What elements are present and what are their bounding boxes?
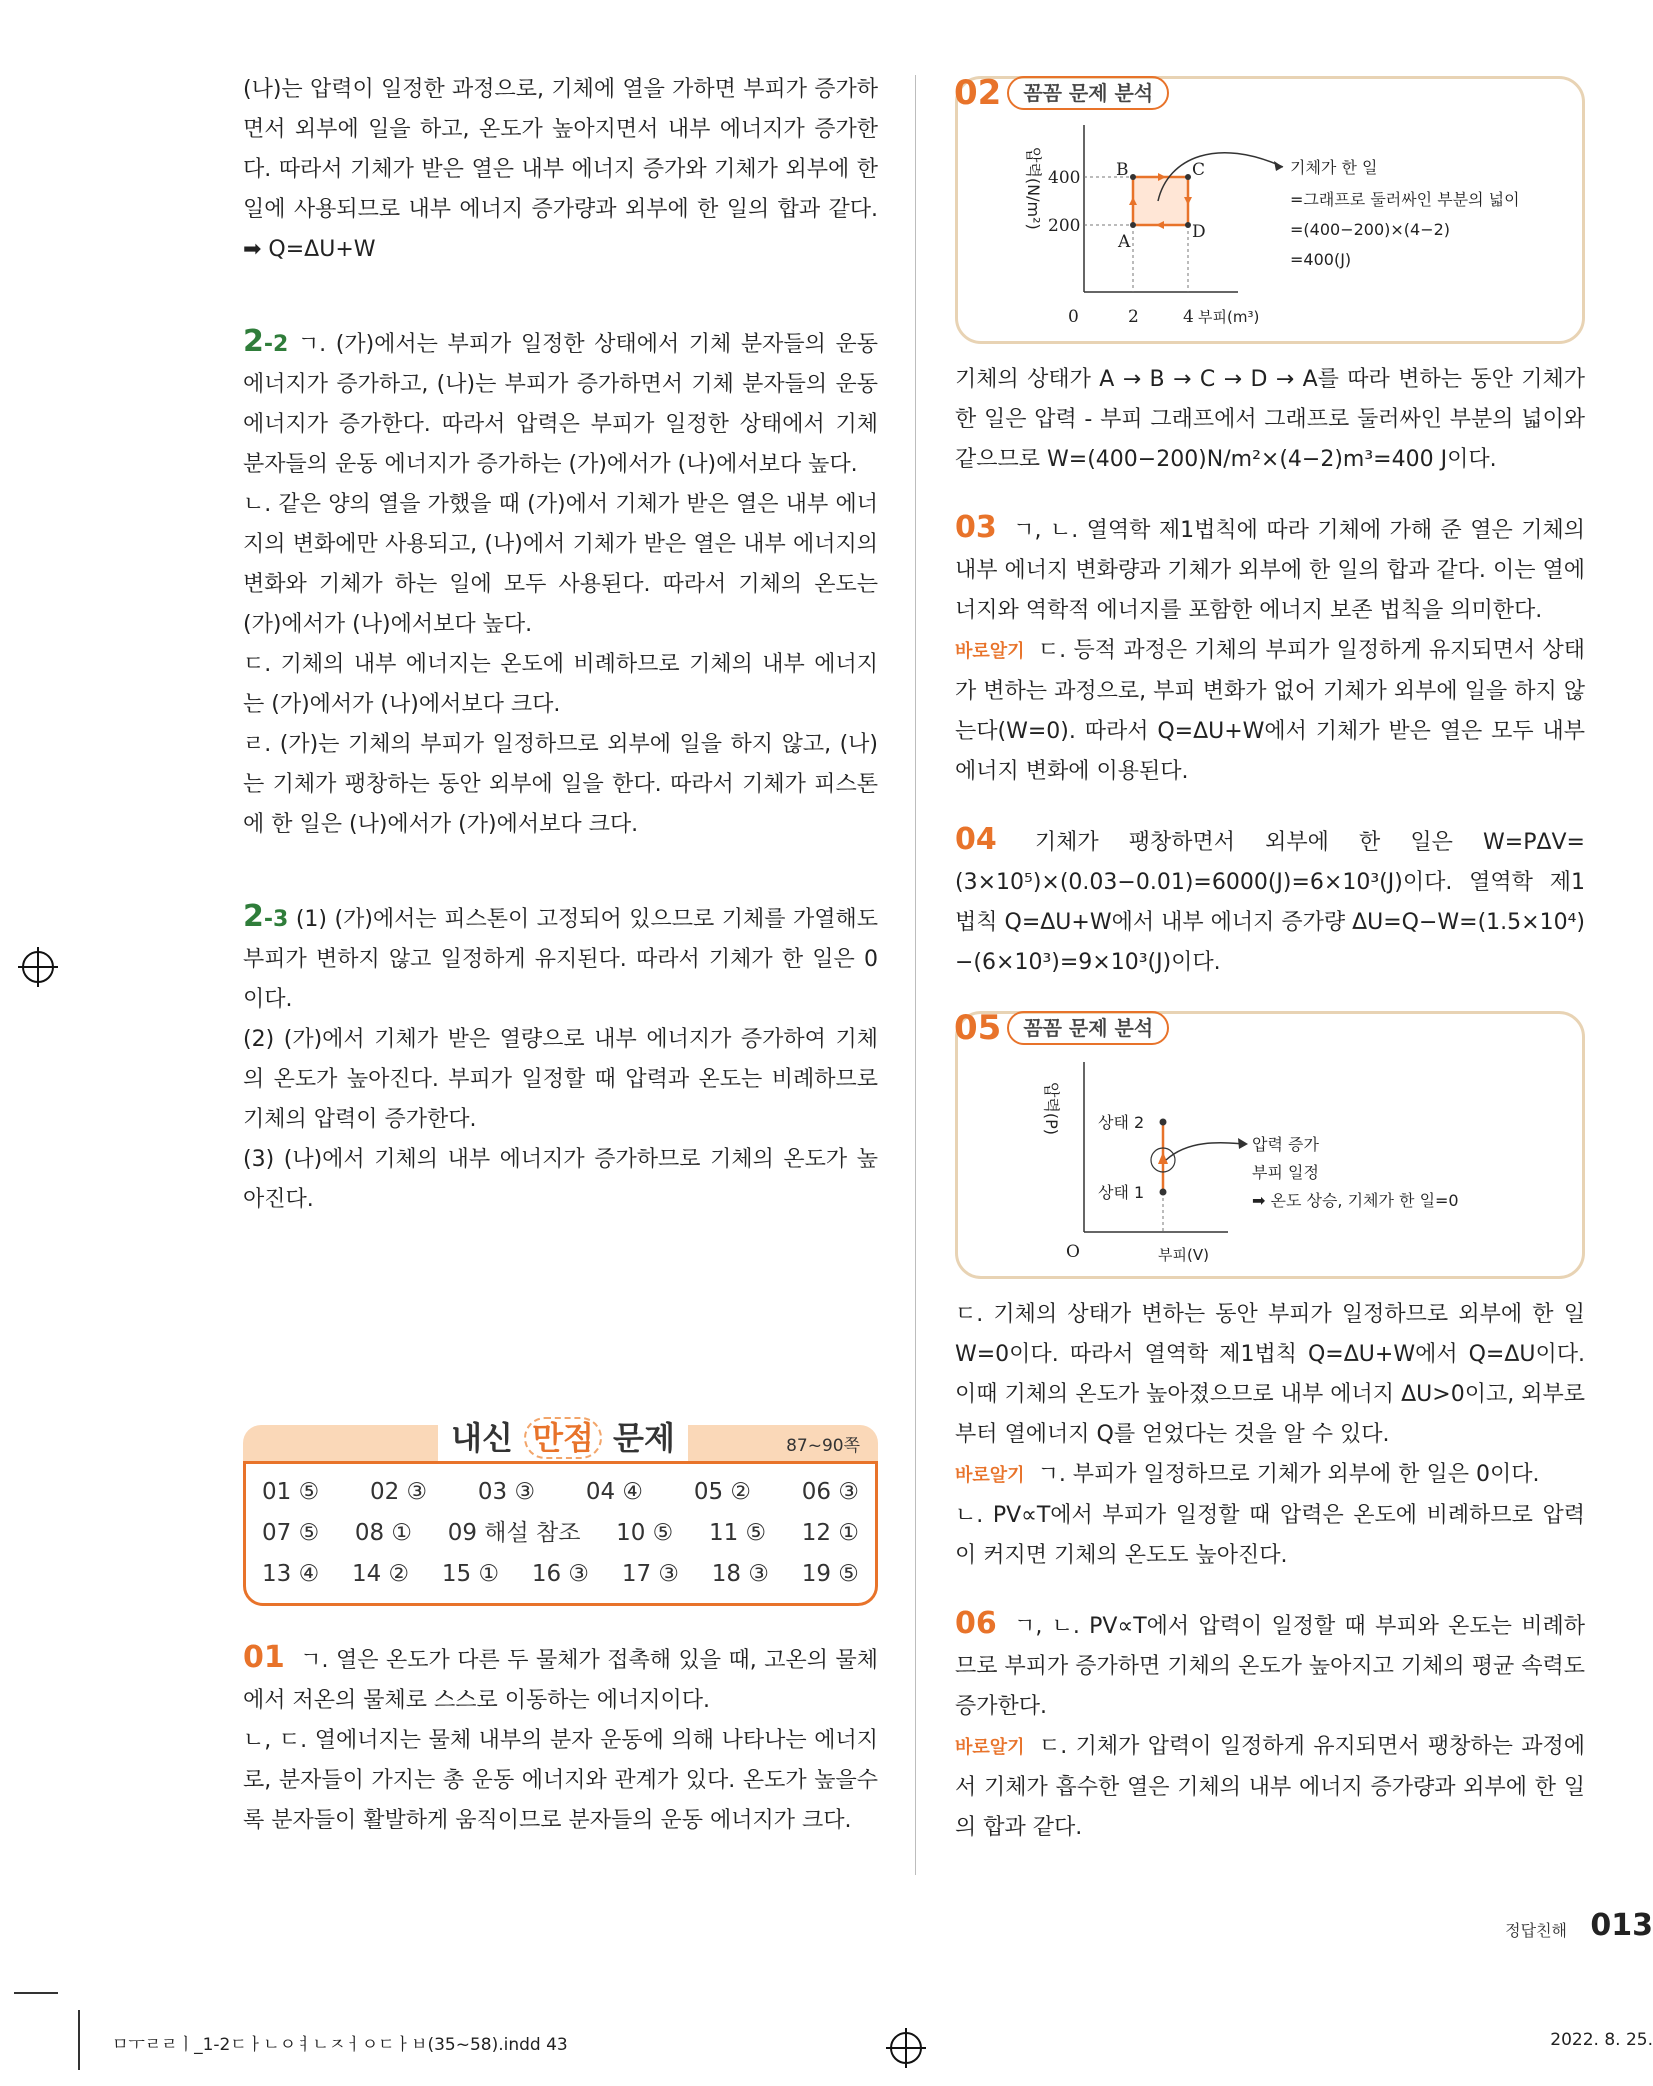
- note-result: =400(J): [1290, 250, 1352, 269]
- point-d-label: D: [1192, 222, 1206, 242]
- answer-key: [243, 1413, 878, 1606]
- question-05-correction: [955, 1455, 1585, 1496]
- section-2-2-a: ㄱ. (가)에서는 부피가 일정한 상태에서 기체 분자들의 운동 에너지가 증가하고, (나)는 부피가 증가하면서 기체 분자들의 운동 에너지가 증가한다. 따라서 압력은 부피가 일정한 상태에서 기체 분자들의 운동 에너지가 증가하는 (가)에서가 (나)에서보다 높다.: [243, 332, 878, 477]
- footer-label: 정답친해: [1505, 1921, 1567, 1940]
- origin-label: O: [1066, 1242, 1080, 1262]
- footer-page-logo: 013: [1590, 1908, 1653, 1943]
- footer-filename: ㅁㅜㄹㄹㅣ_1-2ㄷㅏㄴㅇㅕㄴㅈㅓㅇㄷㅏㅂ(35~58).indd 43: [112, 2035, 568, 2055]
- correction-label: 바로알기: [955, 641, 1025, 662]
- answer-item: 11 ⑤: [708, 1520, 767, 1546]
- answer-row: [262, 1472, 859, 1513]
- point-a-label: A: [1118, 232, 1131, 252]
- answer-key-header: [243, 1413, 878, 1461]
- question-05-correction-b: ㄴ. PV∝T에서 부피가 일정할 때 압력은 온도에 비례하므로 압력이 커지면 기체의 온도도 높아진다.: [955, 1503, 1585, 1568]
- point-b-label: B: [1116, 160, 1129, 180]
- question-02-tag: 꼼꼼 문제 분석: [1007, 76, 1169, 110]
- y-axis-label: 압력(P): [1042, 1082, 1061, 1136]
- answer-item: 16 ③: [531, 1561, 590, 1587]
- cycle-region: [1133, 177, 1188, 225]
- question-05-correction-a: ㄱ. 부피가 일정하므로 기체가 외부에 한 일은 0이다.: [1037, 1462, 1540, 1487]
- question-02-analysis-box: [954, 73, 1585, 344]
- note-volume: 부피 일정: [1252, 1163, 1319, 1182]
- answer-row: [262, 1513, 859, 1554]
- note-pressure: 압력 증가: [1252, 1135, 1319, 1154]
- section-2-2-label: 2-2: [243, 324, 289, 359]
- note-work: 기체가 한 일: [1290, 158, 1378, 177]
- answer-item: 12 ①: [801, 1520, 859, 1546]
- correction-label: 바로알기: [955, 1737, 1025, 1758]
- answer-item: 13 ④: [262, 1561, 320, 1587]
- answer-key-pages: 87~90쪽: [786, 1436, 860, 1456]
- section-2-3-c: (3) (나)에서 기체의 내부 에너지가 증가하므로 기체의 온도가 높아진다.: [243, 1147, 878, 1212]
- pv-graph-cycle: [998, 117, 1598, 337]
- section-2-3: [243, 897, 878, 1020]
- correction-label: 바로알기: [955, 1465, 1025, 1486]
- y-tick-400: 400: [1048, 168, 1081, 188]
- registration-mark-left: [22, 951, 54, 983]
- question-03-correction: [955, 631, 1585, 792]
- answer-item: 07 ⑤: [262, 1520, 320, 1546]
- answer-item: 18 ③: [711, 1561, 769, 1587]
- section-2-2-b: ㄴ. 같은 양의 열을 가했을 때 (가)에서 기체가 받은 열은 내부 에너지의 변화에만 사용되고, (나)에서 기체가 받은 열은 내부 에너지의 변화와 기체가 하는 일에 모두 사용된다. 따라서 기체의 온도는 (가)에서가 (나)에서보다 높다.: [243, 492, 878, 637]
- y-tick-200: 200: [1048, 216, 1081, 236]
- x-tick-0: 0: [1068, 307, 1079, 327]
- x-tick-4: 4: [1183, 307, 1194, 327]
- pv-graph-isochoric: [998, 1052, 1598, 1272]
- question-02-number: 02: [954, 73, 1002, 113]
- answer-key-grid: [243, 1461, 878, 1606]
- annotation-arrow: [1166, 1143, 1246, 1160]
- section-2-3-label: 2-3: [243, 899, 289, 934]
- answer-item: 09 해설 참조: [447, 1520, 581, 1546]
- answer-item: 19 ⑤: [801, 1561, 859, 1587]
- crop-mark-v: [78, 2010, 80, 2070]
- question-03: [955, 508, 1585, 631]
- answer-item: 05 ②: [693, 1479, 752, 1505]
- answer-item: 08 ①: [354, 1520, 413, 1546]
- answer-item: 10 ⑤: [616, 1520, 674, 1546]
- note-result: ➡ 온도 상승, 기체가 한 일=0: [1252, 1191, 1459, 1210]
- section-2-2: [243, 322, 878, 485]
- point-c-label: C: [1192, 160, 1206, 180]
- right-column: [954, 73, 1586, 1848]
- section-2-3-b: (2) (가)에서 기체가 받은 열량으로 내부 에너지가 증가하여 기체의 온도가 높아진다. 부피가 일정할 때 압력과 온도는 비례하므로 기체의 압력이 증가한다.: [243, 1027, 878, 1132]
- answer-item: 14 ②: [351, 1561, 410, 1587]
- question-06: [955, 1604, 1585, 1727]
- x-axis-label: 부피(V): [1158, 1246, 1209, 1264]
- section-2-2-d: ㄹ. (가)는 기체의 부피가 일정하므로 외부에 일을 하지 않고, (나)는 기체가 팽창하는 동안 외부에 일을 한다. 따라서 기체가 피스톤에 한 일은 (나)에서가 (가)에서보다 크다.: [243, 732, 878, 837]
- question-04-number: 04: [955, 822, 997, 857]
- answer-row: [262, 1554, 859, 1595]
- crop-mark-h: [14, 1992, 58, 1994]
- x-tick-2: 2: [1128, 307, 1139, 327]
- question-01-number: 01: [243, 1640, 285, 1675]
- question-05-analysis-box: [954, 1008, 1585, 1279]
- question-01-b: ㄴ, ㄷ. 열에너지는 물체 내부의 분자 운동에 의해 나타나는 에너지로, 분자들이 가지는 총 운동 에너지와 관계가 있다. 온도가 높을수록 분자들이 활발하게 움직이므로 분자들의 운동 에너지가 크다.: [243, 1728, 878, 1833]
- question-06-number: 06: [955, 1606, 997, 1641]
- question-05-tag: 꼼꼼 문제 분석: [1007, 1011, 1169, 1045]
- x-axis-label: 부피(m³): [1198, 308, 1260, 326]
- answer-item: 03 ③: [477, 1479, 536, 1505]
- paragraph-na: (나)는 압력이 일정한 과정으로, 기체에 열을 가하면 부피가 증가하면서 외부에 일을 하고, 온도가 높아지면서 내부 에너지가 증가한다. 따라서 기체가 받은 열은 내부 에너지 증가와 기체가 외부에 한 일에 사용되므로 내부 에너지 증가량과 외부에 한 일의 합과 같다. ➡ Q=ΔU+W: [243, 77, 878, 262]
- section-2-3-a: (1) (가)에서는 피스톤이 고정되어 있으므로 기체를 가열해도 부피가 변하지 않고 일정하게 유지된다. 따라서 기체가 한 일은 0이다.: [243, 907, 878, 1012]
- question-01-a: ㄱ. 열은 온도가 다른 두 물체가 접촉해 있을 때, 고온의 물체에서 저온의 물체로 스스로 이동하는 에너지이다.: [243, 1648, 878, 1713]
- y-axis-label: 압력(N/m²): [1024, 147, 1043, 230]
- state-2-label: 상태 2: [1098, 1113, 1145, 1132]
- question-01: [243, 1638, 878, 1841]
- question-06-correction: [955, 1727, 1585, 1848]
- section-2-2-c: ㄷ. 기체의 내부 에너지는 온도에 비례하므로 기체의 내부 에너지는 (가)에서가 (나)에서보다 크다.: [243, 652, 878, 717]
- question-04: [955, 820, 1585, 983]
- answer-item: 01 ⑤: [262, 1479, 320, 1505]
- question-05-number: 05: [954, 1008, 1002, 1048]
- answer-item: 06 ③: [801, 1479, 859, 1505]
- question-02-text: 기체의 상태가 A → B → C → D → A를 따라 변하는 동안 기체가 한 일은 압력 - 부피 그래프에서 그래프로 둘러싸인 부분의 넓이와 같으므로 W=(400−200)N/m²×(4−2)m³=400 J이다.: [955, 367, 1585, 472]
- answer-item: 02 ③: [369, 1479, 428, 1505]
- question-06-text: ㄱ, ㄴ. PV∝T에서 압력이 일정할 때 부피와 온도는 비례하므로 부피가 증가하면 기체의 온도가 높아지고 기체의 평균 속력도 증가한다.: [955, 1614, 1585, 1719]
- question-06-correction-text: ㄷ. 기체가 압력이 일정하게 유지되면서 팽창하는 과정에서 기체가 흡수한 열은 기체의 내부 에너지 증가량과 외부에 한 일의 합과 같다.: [955, 1734, 1586, 1840]
- answer-key-title: 내신 만점 문제: [451, 1419, 675, 1457]
- question-03-number: 03: [955, 510, 997, 545]
- registration-mark-bottom: [890, 2032, 922, 2064]
- question-04-text: 기체가 팽창하면서 외부에 한 일은 W=PΔV=(3×10⁵)×(0.03−0.01)=6000(J)=6×10³(J)이다. 열역학 제1법칙 Q=ΔU+W에서 내부 에너지 증가량 ΔU=Q−W=(1.5×10⁴)−(6×10³)=9×10³(J)이다.: [955, 830, 1586, 975]
- question-03-text: ㄱ, ㄴ. 열역학 제1법칙에 따라 기체에 가해 준 열은 기체의 내부 에너지 변화량과 기체가 외부에 한 일의 합과 같다. 이는 열에너지와 역학적 에너지를 포함한 에너지 보존 법칙을 의미한다.: [955, 518, 1586, 623]
- note-calc: =(400−200)×(4−2): [1290, 220, 1451, 239]
- answer-item: 04 ④: [585, 1479, 644, 1505]
- left-column: [243, 70, 878, 1220]
- answer-item: 15 ①: [441, 1561, 500, 1587]
- answer-item: 17 ③: [621, 1561, 680, 1587]
- column-divider: [915, 75, 916, 1875]
- note-area: =그래프로 둘러싸인 부분의 넓이: [1290, 190, 1520, 209]
- question-03-correction-text: ㄷ. 등적 과정은 기체의 부피가 일정하게 유지되면서 상태가 변하는 과정으로, 부피 변화가 없어 기체가 외부에 일을 하지 않는다(W=0). 따라서 Q=ΔU+W에서 기체가 받은 열은 모두 내부 에너지 변화에 이용된다.: [955, 638, 1586, 784]
- question-05-text: ㄷ. 기체의 상태가 변하는 동안 부피가 일정하므로 외부에 한 일 W=0이다. 따라서 열역학 제1법칙 Q=ΔU+W에서 Q=ΔU이다. 이때 기체의 온도가 높아졌으므로 내부 에너지 ΔU>0이고, 외부로부터 열에너지 Q를 얻었다는 것을 알 수 있다.: [955, 1302, 1585, 1447]
- footer-date: 2022. 8. 25.: [1550, 2030, 1653, 2050]
- state-1-label: 상태 1: [1098, 1183, 1145, 1202]
